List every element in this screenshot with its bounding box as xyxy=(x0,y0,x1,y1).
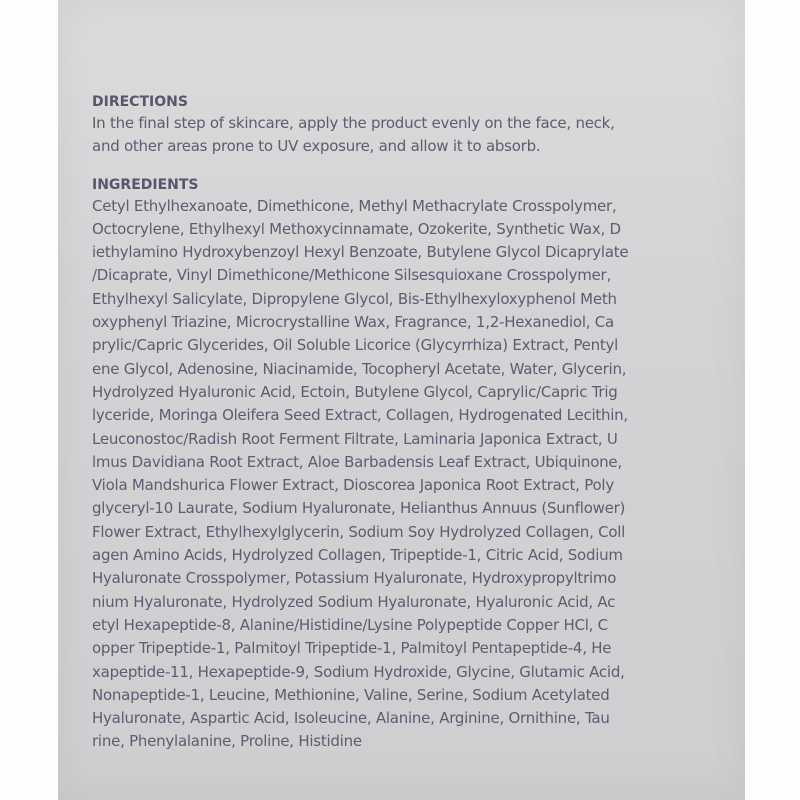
ingredients-line: etyl Hexapeptide-8, Alanine/Histidine/Lysine Polypeptide Copper HCl, C xyxy=(92,615,608,634)
ingredients-line: iethylamino Hydroxybenzoyl Hexyl Benzoate, Butylene Glycol Dicaprylate xyxy=(92,243,629,262)
ingredients-line: Hydrolyzed Hyaluronic Acid, Ectoin, Butylene Glycol, Caprylic/Capric Trig xyxy=(92,382,618,401)
ingredients-line: Octocrylene, Ethylhexyl Methoxycinnamate, Ozokerite, Synthetic Wax, D xyxy=(92,219,621,238)
ingredients-line: oxyphenyl Triazine, Microcrystalline Wax, Fragrance, 1,2-Hexanediol, Ca xyxy=(92,313,614,332)
ingredients-line: lyceride, Moringa Oleifera Seed Extract, Collagen, Hydrogenated Lecithin, xyxy=(92,406,628,425)
ingredients-line: ene Glycol, Adenosine, Niacinamide, Tocopheryl Acetate, Water, Glycerin, xyxy=(92,359,627,378)
ingredients-line: opper Tripeptide-1, Palmitoyl Tripeptide-1, Palmitoyl Pentapeptide-4, He xyxy=(92,639,612,658)
directions-text xyxy=(92,112,726,159)
directions-line: In the final step of skincare, apply the product evenly on the face, neck, xyxy=(92,114,615,132)
label-text xyxy=(92,92,726,754)
directions-heading: DIRECTIONS xyxy=(92,94,188,110)
ingredients-line: rine, Phenylalanine, Proline, Histidine xyxy=(92,732,362,751)
ingredients-text xyxy=(92,195,726,754)
ingredients-line: xapeptide-11, Hexapeptide-9, Sodium Hydroxide, Glycine, Glutamic Acid, xyxy=(92,662,625,681)
ingredients-line: Viola Mandshurica Flower Extract, Dioscorea Japonica Root Extract, Poly xyxy=(92,476,614,495)
ingredients-line: /Dicaprate, Vinyl Dimethicone/Methicone Silsesquioxane Crosspolymer, xyxy=(92,266,611,285)
ingredients-line: Leuconostoc/Radish Root Ferment Filtrate, Laminaria Japonica Extract, U xyxy=(92,429,618,448)
ingredients-line: Cetyl Ethylhexanoate, Dimethicone, Methyl Methacrylate Crosspolymer, xyxy=(92,196,617,215)
ingredients-heading: INGREDIENTS xyxy=(92,176,199,193)
ingredients-line: lmus Davidiana Root Extract, Aloe Barbadensis Leaf Extract, Ubiquinone, xyxy=(92,452,622,471)
ingredients-line: Nonapeptide-1, Leucine, Methionine, Valine, Serine, Sodium Acetylated xyxy=(92,685,610,704)
ingredients-line: Ethylhexyl Salicylate, Dipropylene Glycol, Bis-Ethylhexyloxyphenol Meth xyxy=(92,289,617,308)
ingredients-line: agen Amino Acids, Hydrolyzed Collagen, Tripeptide-1, Citric Acid, Sodium xyxy=(92,546,623,565)
ingredients-line: nium Hyaluronate, Hydrolyzed Sodium Hyaluronate, Hyaluronic Acid, Ac xyxy=(92,592,616,611)
directions-line: and other areas prone to UV exposure, and allow it to absorb. xyxy=(92,137,541,156)
ingredients-line: Hyaluronate, Aspartic Acid, Isoleucine, Alanine, Arginine, Ornithine, Tau xyxy=(92,709,610,728)
right-white-margin xyxy=(745,0,800,800)
ingredients-line: Flower Extract, Ethylhexylglycerin, Sodium Soy Hydrolyzed Collagen, Coll xyxy=(92,522,626,541)
ingredients-line: prylic/Capric Glycerides, Oil Soluble Licorice (Glycyrrhiza) Extract, Pentyl xyxy=(92,336,619,355)
ingredients-line: Hyaluronate Crosspolymer, Potassium Hyaluronate, Hydroxypropyltrimo xyxy=(92,569,617,588)
ingredients-line: glyceryl-10 Laurate, Sodium Hyaluronate, Helianthus Annuus (Sunflower) xyxy=(92,499,626,518)
left-white-margin xyxy=(0,0,58,800)
